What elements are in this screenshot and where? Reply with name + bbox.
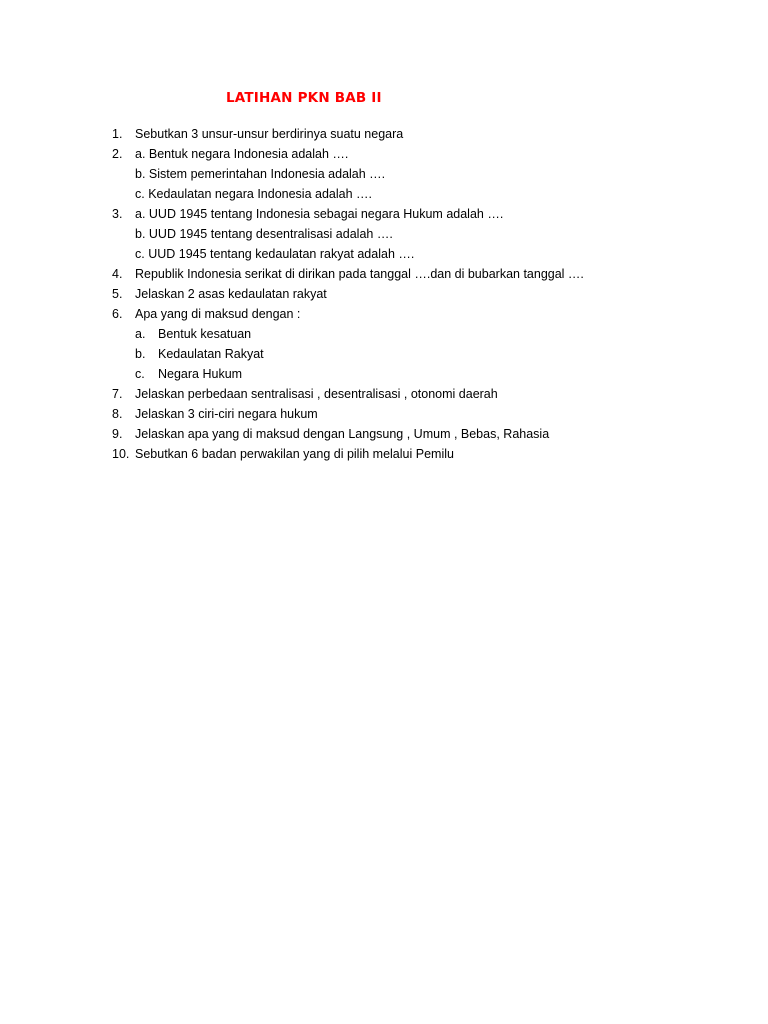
item-text: Jelaskan 3 ciri-ciri negara hukum [135, 407, 318, 421]
item-text: Republik Indonesia serikat di dirikan pada tanggal ….dan di bubarkan tanggal …. [135, 267, 584, 281]
document-title: LATIHAN PKN BAB II [226, 90, 382, 106]
item-number: 8. [112, 407, 123, 421]
list-item [0, 444, 768, 464]
sub-list-item [0, 364, 768, 384]
list-item [0, 124, 768, 144]
list-item [0, 224, 768, 244]
list-item [0, 264, 768, 284]
item-text: c. UUD 1945 tentang kedaulatan rakyat adalah …. [135, 247, 415, 261]
item-number: 7. [112, 387, 123, 401]
item-number: 3. [112, 207, 123, 221]
list-item [0, 184, 768, 204]
list-item [0, 144, 768, 164]
sub-item-text: Kedaulatan Rakyat [158, 347, 264, 361]
sub-item-text: Negara Hukum [158, 367, 243, 381]
question-list [0, 124, 768, 464]
item-text: Apa yang di maksud dengan : [135, 307, 301, 321]
list-item [0, 204, 768, 224]
item-text: a. Bentuk negara Indonesia adalah …. [135, 147, 349, 161]
item-text: a. UUD 1945 tentang Indonesia sebagai negara Hukum adalah …. [135, 207, 504, 221]
list-item [0, 244, 768, 264]
item-number: 5. [112, 287, 123, 301]
item-number: 2. [112, 147, 123, 161]
item-text: b. Sistem pemerintahan Indonesia adalah …. [135, 167, 386, 181]
list-item [0, 284, 768, 304]
list-item [0, 384, 768, 404]
sub-item-letter: b. [135, 347, 146, 361]
item-text: Jelaskan perbedaan sentralisasi , desentralisasi , otonomi daerah [135, 387, 498, 401]
item-text: Jelaskan apa yang di maksud dengan Langsung , Umum , Bebas, Rahasia [135, 427, 550, 441]
item-number: 10. [112, 447, 130, 461]
item-number: 1. [112, 127, 123, 141]
sub-list-item [0, 344, 768, 364]
list-item [0, 404, 768, 424]
item-text: b. UUD 1945 tentang desentralisasi adalah …. [135, 227, 393, 241]
list-item [0, 164, 768, 184]
sub-item-text: Bentuk kesatuan [158, 327, 252, 341]
item-number: 4. [112, 267, 123, 281]
item-text: c. Kedaulatan negara Indonesia adalah …. [135, 187, 372, 201]
list-item [0, 424, 768, 444]
item-text: Sebutkan 3 unsur-unsur berdirinya suatu negara [135, 127, 404, 141]
sub-item-letter: c. [135, 367, 145, 381]
list-item [0, 304, 768, 324]
item-number: 9. [112, 427, 123, 441]
sub-list-item [0, 324, 768, 344]
item-number: 6. [112, 307, 123, 321]
sub-item-letter: a. [135, 327, 146, 341]
item-text: Jelaskan 2 asas kedaulatan rakyat [135, 287, 327, 301]
item-text: Sebutkan 6 badan perwakilan yang di pilih melalui Pemilu [135, 447, 454, 461]
